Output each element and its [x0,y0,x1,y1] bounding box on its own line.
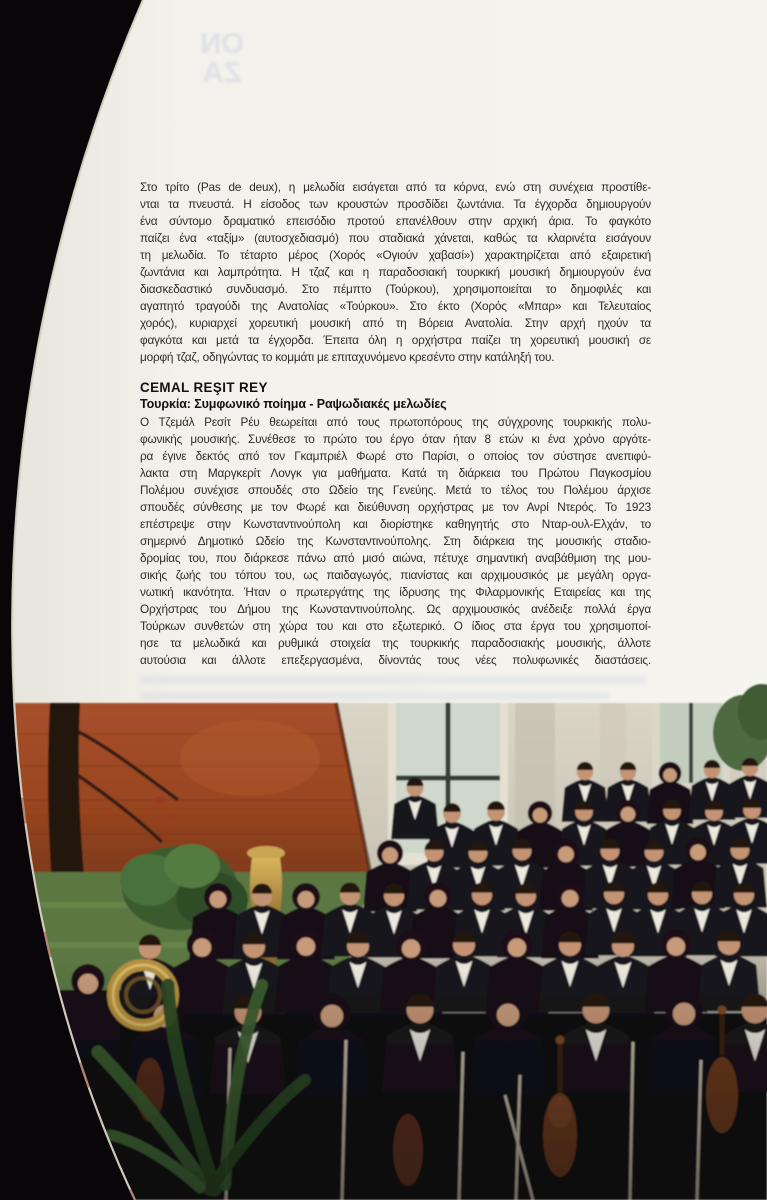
text-line: αγαπητό τραγούδι της Ανατολίας «Τούρκου». Στο έκτο (Χορός «Μπαρ» και Τελευταίος [140,299,651,313]
text-line: φωνικής μουσικής. Συνέθεσε το πρώτο του έργο όταν ήταν 8 ετών κι ένα χρόνο αργότε- [140,432,651,446]
orchestra-photo [0,684,767,1200]
text-line: επέστρεψε στην Κωνσταντινούπολη και διορίστηκε καθηγητής στο Νταρ-ουλ-Ελχάν, το [140,517,651,531]
text-line: λακτα στη Μαργκερίτ Λονγκ για μαθήματα. Κατά τη διάρκεια του Πρώτου Παγκοσμίου [140,466,651,480]
text-line: Στο τρίτο (Pas de deux), η μελωδία εισάγεται από τα κόρνα, ενώ στη συνέχεια προστίθε- [140,180,651,194]
text-line: χορός), κυριαρχεί χορευτική μουσική από τη Βόρεια Ανατολία. Στην αρχή ηχούν τα [140,316,651,330]
composer-heading: CEMAL REŞIT REY [140,380,268,395]
text-line: δρομίας του, που διάρκεσε πάνω από μισό αιώνα, πέτυχε σημαντική αναβάθμιση της μου- [140,551,651,565]
work-title-subheading: Τουρκία: Συμφωνικό ποίημα - Ραψωδιακές μελωδίες [140,397,447,411]
show-through-lines [141,676,646,684]
text-line: σημερινό Δημοτικό Ωδείο της Κωνσταντινούπολης. Στη διάρκεια της μουσικής σταδιο- [140,534,651,548]
text-line: τη μελωδία. Το τέταρτο μέρος (Χορός «Ογιούν χαβασί») χαρακτηρίζεται από εξαιρετική [140,248,651,262]
paragraph-1 [140,179,651,366]
text-line: παίζει ένα «ταξίμ» (αυτοσχεδιασμό) που σταδιακά χάνεται, καθώς τα κλαρινέτα εισάγουν [140,231,651,245]
show-through-line: ΖΑ [202,57,242,89]
paragraph-2 [140,414,651,669]
show-through-lines [141,692,609,700]
text-line: νται τα πνευστά. Η είσοδος των κρουστών προσδίδει ζωντάνια. Τα έγχορδα δημιουργούν [140,197,651,211]
text-line: σικής ζωής του τόπου του, ως παιδαγωγός, πιανίστας και αρχιμουσικός με μεγάλη οργα- [140,568,651,582]
text-line: σπουδές σύνθεσης με τον Φωρέ και διεύθυνση ορχήστρας με τον Ανρί Ντερός. Το 1923 [140,500,651,514]
text-line: Ορχήστρας του Δήμου της Κωνσταντινούπολης. Ως αρχιμουσικός ανέδειξε πολλά έργα [140,602,651,616]
text-line: Ο Τζεμάλ Ρεσίτ Ρέυ θεωρείται από τους πρωτοπόρους της σύγχρονης τουρκικής πολυ- [140,415,651,429]
text-line: μορφή τζαζ, οδηγώντας το κομμάτι με επιταχυνόμενο κρεσέντο στην κατάληξή του. [140,350,555,364]
text-line: διασκεδαστικό συνδυασμό. Στο πέμπτο (Τούρκου), χρησιμοποιείται το δημοφιλές και [140,282,651,296]
text-line: φαγκότα και μετά τα έγχορδα. Έπειτα όλη η ορχήστρα παίζει τη χορευτική μουσική σε [140,333,651,347]
show-through-title [186,30,258,88]
text-line: Πολέμου συνέχισε σπουδές στο Ωδείο της Γενεύης. Μετά το τέλος του Πολέμου άρχισε [140,483,651,497]
text-line: ζωντάνια και λαμπρότητα. Η τζαζ και η παραδοσιακή τουρκική μουσική δημιουργούν ένα [140,265,651,279]
photo-vignette [0,960,767,1200]
show-through-line: ON [200,28,244,60]
text-line: ένα σύντομο δραματικό επεισόδιο προτού επανέλθουν στην αρχική άρια. Το φαγκότο [140,214,651,228]
text-line: αυτούσια και άλλοτε επεξεργασμένα, δίνοντάς τους νέες πολυφωνικές διαστάσεις. [140,653,651,667]
text-line: Τούρκων συνθετών στη χώρα του και στο εξωτερικό. Ο ίδιος στα έργα του χρησιμοποί- [140,619,651,633]
text-line: νωτική ικανότητα. Ήταν ο πρωτεργάτης της ίδρυσης της Φιλαρμονικής Εταιρείας και της [140,585,651,599]
text-line: ησε τα μελωδικά και ρυθμικά στοιχεία της τουρκικής παραδοσιακής μουσικής, άλλοτε [140,636,651,650]
text-line: ρα έγινε δεκτός από τον Γκαμπριέλ Φωρέ στο Παρίσι, ο οποίος τον σύστησε ανεπιφύ- [140,449,651,463]
